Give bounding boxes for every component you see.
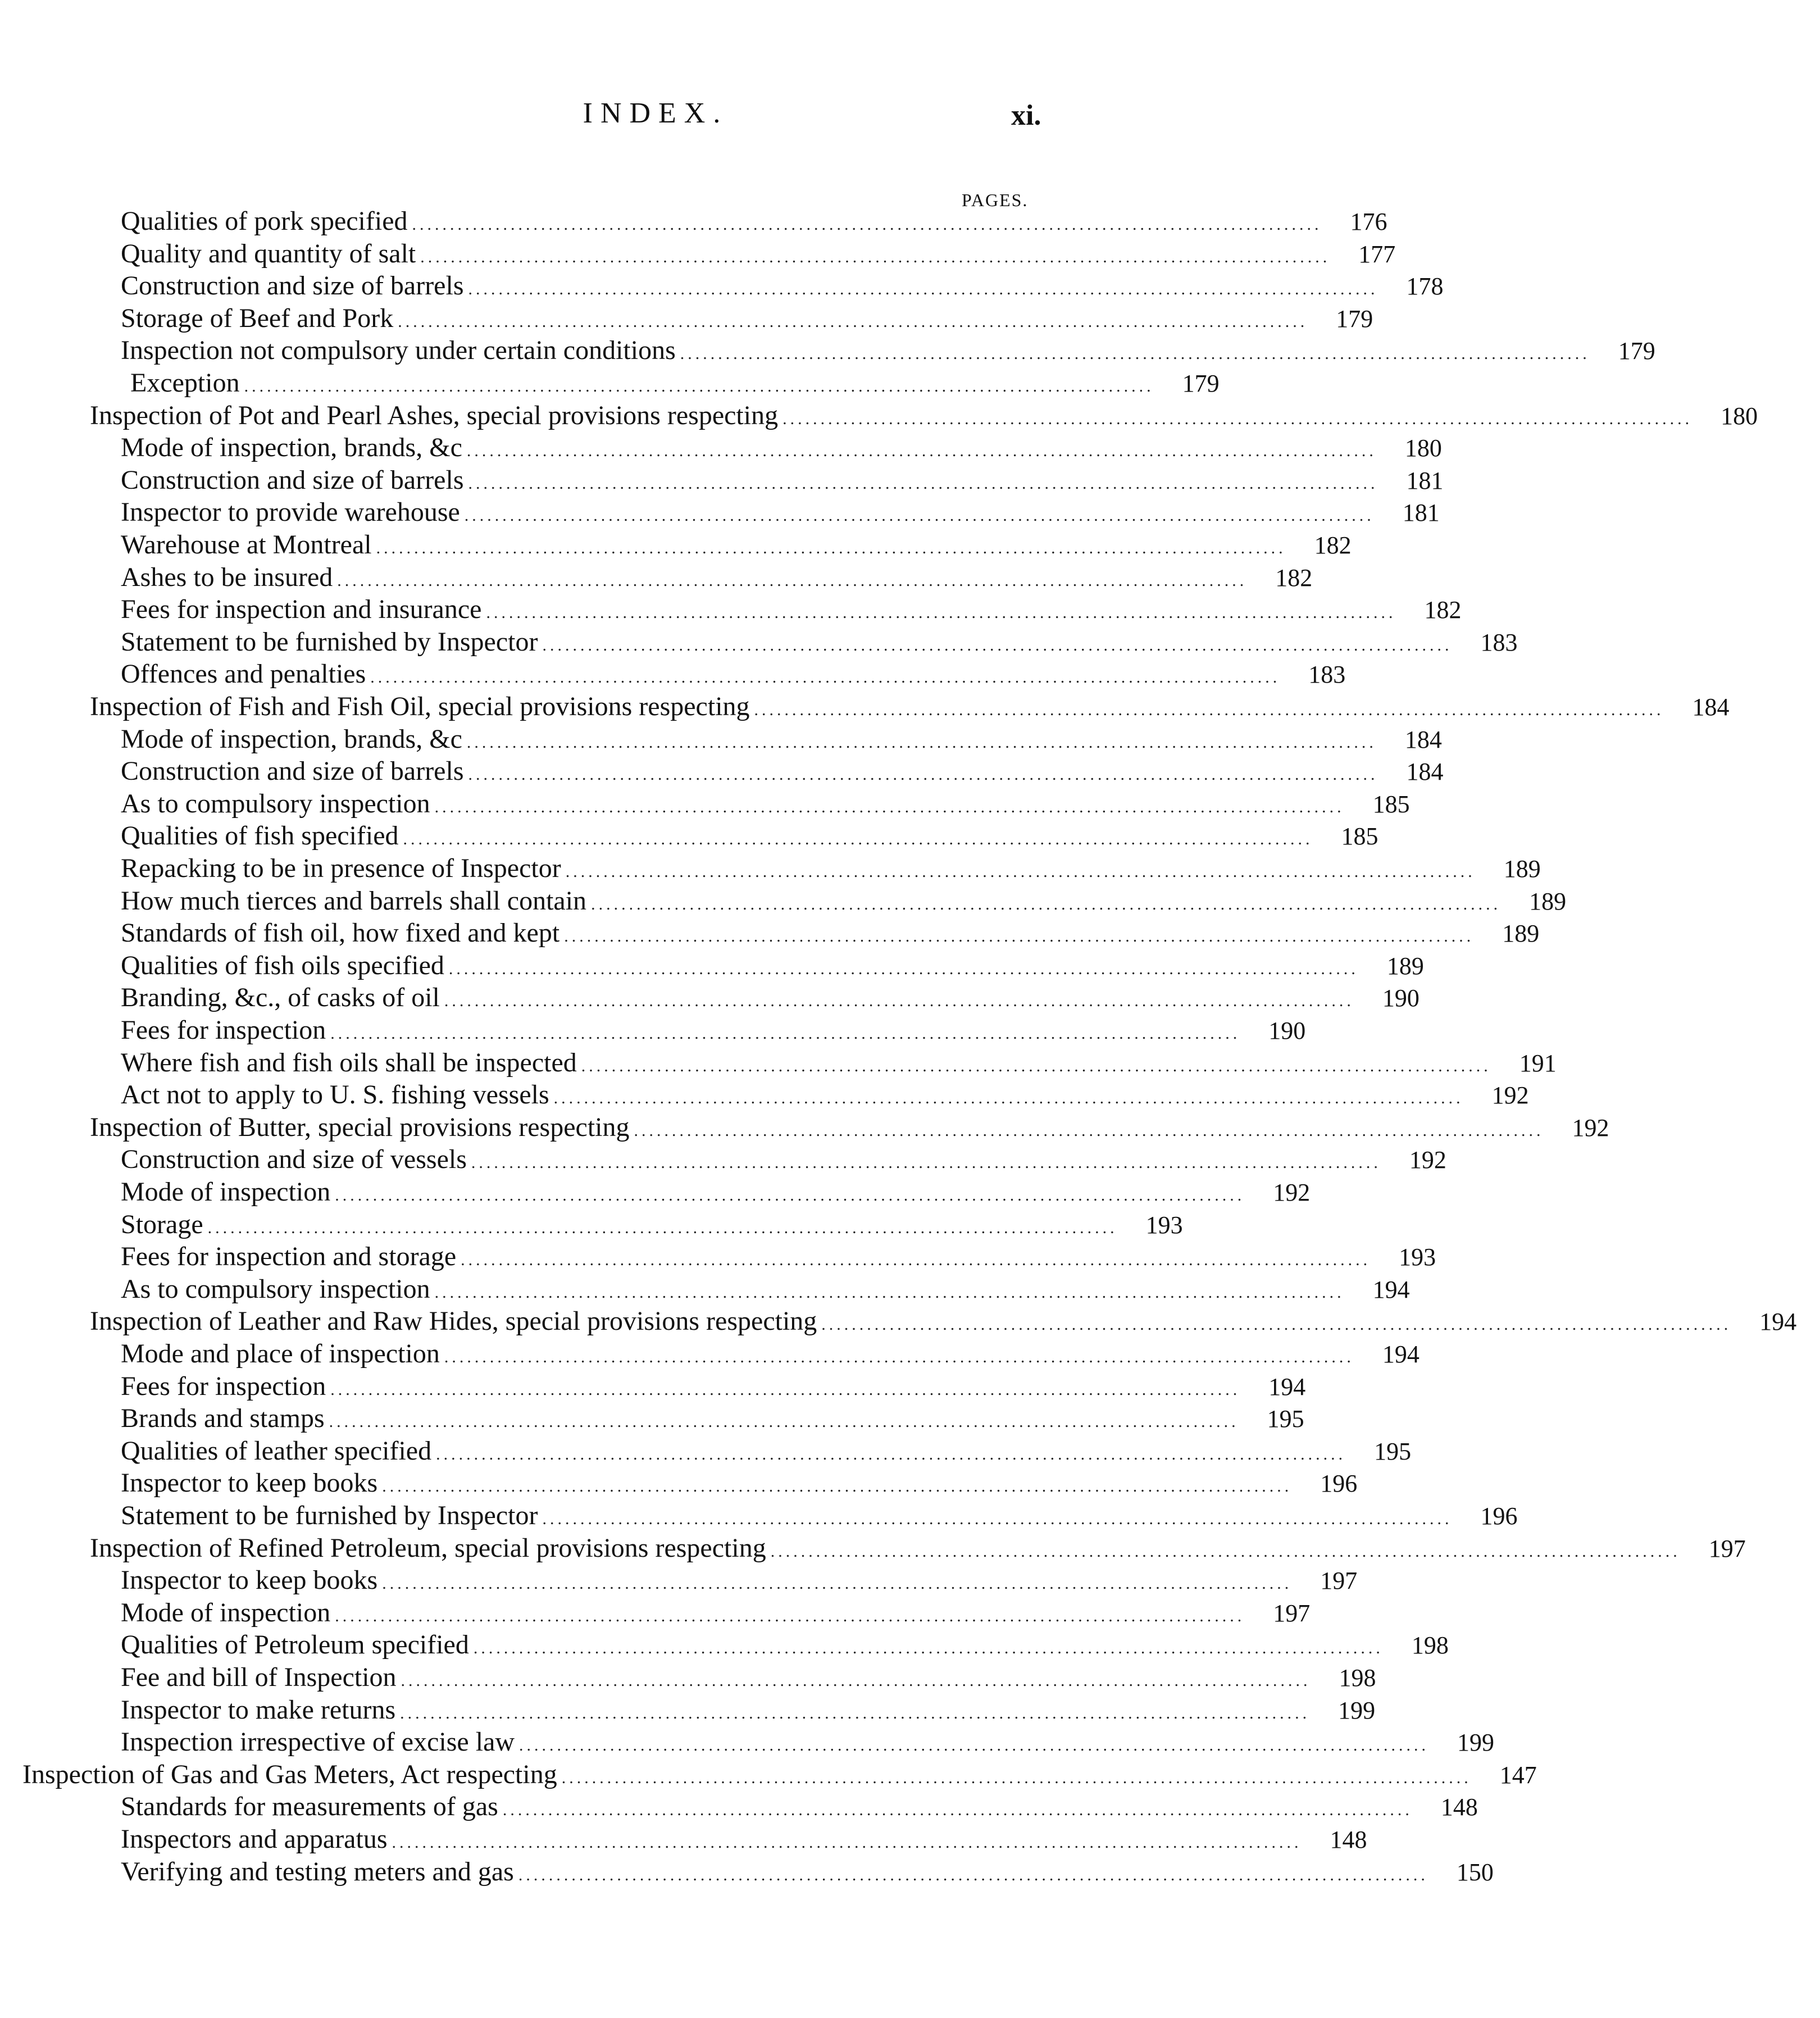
- index-sub-entry: [121, 981, 1419, 1013]
- dot-leader: ........................................................................................................................: [392, 1833, 1302, 1852]
- entry-text: Construction and size of vessels: [121, 1144, 467, 1174]
- entry-text: Act not to apply to U. S. fishing vessels: [121, 1080, 549, 1110]
- entry-page-number: 180: [1721, 402, 1758, 430]
- dot-leader: ........................................................................................................................: [591, 895, 1502, 913]
- index-sub-entry: [121, 1208, 1183, 1240]
- entry-text: Statement to be furnished by Inspector: [121, 1501, 538, 1530]
- entry-text: Fee and bill of Inspection: [121, 1662, 397, 1692]
- dot-leader: ........................................................................................................................: [486, 603, 1396, 622]
- entry-page-number: 199: [1338, 1697, 1376, 1724]
- entry-text: Inspection of Pot and Pearl Ashes, special provisions respecting: [90, 401, 779, 430]
- entry-page-number: 189: [1503, 855, 1541, 883]
- entry-text: As to compulsory inspection: [121, 1274, 430, 1304]
- entry-page-number: 198: [1339, 1664, 1376, 1692]
- entry-text: Fees for inspection and insurance: [121, 594, 482, 624]
- entry-page-number: 182: [1424, 596, 1462, 624]
- index-heading-entry: [90, 1111, 1609, 1143]
- page-number: xi.: [1011, 99, 1041, 131]
- pages-column-header: PAGES.: [962, 190, 1029, 210]
- entry-text: Repacking to be in presence of Inspector: [121, 853, 561, 883]
- dot-leader: ........................................................................................................................: [382, 1477, 1293, 1496]
- entry-text: Verifying and testing meters and gas: [121, 1857, 514, 1887]
- dot-leader: ........................................................................................................................: [382, 1574, 1293, 1593]
- entry-page-number: 180: [1404, 434, 1442, 462]
- index-sub-entry: [121, 334, 1655, 366]
- index-sub-entry: [121, 302, 1373, 334]
- entry-page-number: 195: [1374, 1438, 1412, 1465]
- entry-text: Inspection irrespective of excise law: [121, 1727, 515, 1757]
- entry-page-number: 190: [1382, 984, 1419, 1012]
- entry-page-number: 185: [1372, 790, 1410, 818]
- entry-text: Fees for inspection: [121, 1371, 326, 1401]
- dot-leader: ........................................................................................................................: [473, 1639, 1384, 1657]
- dot-leader: ........................................................................................................................: [782, 410, 1693, 428]
- index-sub-entry: [121, 1661, 1376, 1693]
- index-sub-entry: [121, 723, 1442, 755]
- dot-leader: ........................................................................................................................: [821, 1315, 1732, 1334]
- dot-leader: ........................................................................................................................: [420, 248, 1331, 266]
- entry-text: Qualities of pork specified: [121, 206, 408, 236]
- dot-leader: ........................................................................................................................: [335, 1607, 1245, 1625]
- entry-page-number: 179: [1336, 305, 1373, 333]
- dot-leader: ........................................................................................................................: [468, 280, 1378, 298]
- entry-page-number: 197: [1273, 1599, 1311, 1627]
- dot-leader: ........................................................................................................................: [207, 1219, 1118, 1237]
- index-sub-entry: [121, 1143, 1446, 1175]
- dot-leader: ........................................................................................................................: [542, 1510, 1453, 1528]
- entry-page-number: 194: [1759, 1308, 1797, 1335]
- index-sub-entry: [121, 1402, 1304, 1434]
- dot-leader: ........................................................................................................................: [565, 862, 1476, 881]
- index-sub-entry: [121, 1467, 1358, 1499]
- dot-leader: ........................................................................................................................: [466, 733, 1377, 752]
- entry-page-number: 191: [1519, 1049, 1557, 1077]
- index-heading-entry: [90, 690, 1730, 722]
- index-sub-entry: [121, 1597, 1311, 1629]
- entry-text: Brands and stamps: [121, 1403, 325, 1433]
- entry-page-number: 181: [1406, 467, 1444, 494]
- index-sub-entry: [121, 788, 1410, 820]
- dot-leader: ........................................................................................................................: [754, 701, 1664, 719]
- entry-text: Inspector to keep books: [121, 1565, 378, 1595]
- entry-text: Inspector to keep books: [121, 1468, 378, 1498]
- entry-page-number: 193: [1399, 1243, 1436, 1271]
- entry-page-number: 184: [1692, 693, 1730, 721]
- index-sub-entry: [121, 1014, 1306, 1046]
- index-heading-entry: [90, 1532, 1746, 1564]
- entry-page-number: 150: [1456, 1858, 1494, 1886]
- entry-page-number: 197: [1320, 1567, 1358, 1594]
- index-sub-entry: [121, 205, 1387, 237]
- entry-page-number: 189: [1502, 920, 1540, 947]
- entry-text: Construction and size of barrels: [121, 465, 464, 495]
- entry-page-number: 194: [1268, 1373, 1306, 1401]
- dot-leader: ........................................................................................................................: [634, 1121, 1544, 1140]
- entry-page-number: 181: [1402, 499, 1440, 526]
- entry-text: Offences and penalties: [121, 659, 366, 689]
- index-sub-entry: [121, 1176, 1311, 1208]
- dot-leader: ........................................................................................................................: [581, 1057, 1491, 1075]
- entry-text: Inspection of Gas and Gas Meters, Act respecting: [22, 1760, 557, 1789]
- index-sub-entry: [121, 270, 1444, 302]
- entry-text: Fees for inspection and storage: [121, 1242, 457, 1271]
- entry-text: Qualities of leather specified: [121, 1436, 432, 1466]
- index-sub-entry: [121, 1370, 1306, 1402]
- dot-leader: ........................................................................................................................: [466, 442, 1377, 460]
- entry-page-number: 189: [1386, 952, 1424, 980]
- entry-text: Mode of inspection: [121, 1598, 331, 1628]
- index-heading-entry: [22, 1758, 1537, 1790]
- entry-page-number: 197: [1708, 1535, 1746, 1562]
- entry-text: Inspection of Butter, special provisions respecting: [90, 1112, 630, 1142]
- index-heading-entry: [90, 399, 1758, 431]
- index-sub-entry: [121, 885, 1567, 917]
- entry-text: Standards for measurements of gas: [121, 1792, 498, 1821]
- entry-page-number: 182: [1275, 564, 1313, 592]
- entry-page-number: 182: [1314, 531, 1352, 559]
- entry-page-number: 184: [1406, 758, 1444, 785]
- dot-leader: ........................................................................................................................: [436, 1445, 1346, 1463]
- entry-page-number: 192: [1491, 1081, 1529, 1109]
- dot-leader: ........................................................................................................................: [337, 571, 1248, 590]
- index-sub-entry: [121, 755, 1444, 787]
- entry-page-number: 176: [1350, 208, 1387, 235]
- entry-page-number: 196: [1480, 1502, 1518, 1530]
- index-sub-entry: [121, 820, 1378, 852]
- index-sub-entry: [121, 431, 1442, 463]
- page-title: INDEX.: [583, 97, 729, 129]
- entry-page-number: 192: [1273, 1179, 1311, 1206]
- dot-leader: ........................................................................................................................: [244, 377, 1154, 396]
- entry-text: As to compulsory inspection: [121, 789, 430, 819]
- dot-leader: ........................................................................................................................: [444, 992, 1354, 1010]
- entry-text: Mode of inspection, brands, &c: [121, 433, 462, 462]
- dot-leader: ........................................................................................................................: [444, 1348, 1354, 1366]
- entry-page-number: 148: [1330, 1826, 1367, 1853]
- dot-leader: ........................................................................................................................: [519, 1736, 1430, 1755]
- entry-page-number: 199: [1457, 1729, 1495, 1756]
- entry-text: Statement to be furnished by Inspector: [121, 627, 538, 657]
- entry-page-number: 192: [1572, 1114, 1609, 1142]
- entry-text: Branding, &c., of casks of oil: [121, 983, 440, 1012]
- index-sub-entry: [121, 1047, 1557, 1079]
- entry-text: Storage: [121, 1210, 203, 1239]
- entry-text: Inspector to make returns: [121, 1695, 396, 1725]
- index-sub-entry: [121, 238, 1396, 270]
- index-sub-entry: [121, 1564, 1358, 1596]
- entry-page-number: 177: [1358, 240, 1396, 268]
- dot-leader: ........................................................................................................................: [329, 1412, 1239, 1431]
- entry-text: Qualities of Petroleum specified: [121, 1630, 469, 1660]
- entry-text: Construction and size of barrels: [121, 756, 464, 786]
- dot-leader: ........................................................................................................................: [376, 539, 1286, 557]
- entry-page-number: 196: [1320, 1470, 1358, 1497]
- dot-leader: ........................................................................................................................: [553, 1089, 1464, 1107]
- entry-text: Warehouse at Montreal: [121, 530, 372, 560]
- entry-text: Inspection of Leather and Raw Hides, special provisions respecting: [90, 1306, 817, 1336]
- index-sub-entry: [121, 593, 1462, 625]
- dot-leader: ........................................................................................................................: [403, 830, 1313, 848]
- entry-page-number: 194: [1382, 1340, 1419, 1368]
- index-sub-entry: [121, 658, 1346, 690]
- dot-leader: ........................................................................................................................: [400, 1704, 1311, 1722]
- index-sub-entry: [121, 464, 1444, 496]
- index-sub-entry: [121, 1338, 1419, 1370]
- entry-text: Inspection of Refined Petroleum, special provisions respecting: [90, 1533, 766, 1563]
- entry-page-number: 178: [1406, 272, 1444, 300]
- index-sub-entry: [121, 1856, 1494, 1888]
- entry-text: Inspection of Fish and Fish Oil, special provisions respecting: [90, 692, 750, 721]
- dot-leader: ........................................................................................................................: [330, 1024, 1241, 1043]
- entry-page-number: 148: [1440, 1793, 1478, 1821]
- dot-leader: ........................................................................................................................: [518, 1866, 1428, 1884]
- index-sub-entry: [121, 626, 1518, 658]
- entry-text: Qualities of fish oils specified: [121, 951, 444, 980]
- dot-leader: ........................................................................................................................: [434, 798, 1345, 816]
- dot-leader: ........................................................................................................................: [412, 215, 1322, 234]
- entry-page-number: 183: [1480, 629, 1518, 656]
- dot-leader: ........................................................................................................................: [464, 506, 1375, 525]
- index-sub-entry: [121, 529, 1352, 561]
- entry-text: Mode and place of inspection: [121, 1339, 440, 1369]
- entry-page-number: 183: [1308, 661, 1346, 688]
- dot-leader: ........................................................................................................................: [434, 1283, 1345, 1302]
- entry-page-number: 147: [1499, 1761, 1537, 1789]
- index-sub-entry: [121, 561, 1313, 593]
- index-sub-entry: [130, 367, 1220, 399]
- entry-text: Inspector to provide warehouse: [121, 497, 460, 527]
- dot-leader: ........................................................................................................................: [471, 1153, 1381, 1172]
- entry-page-number: 198: [1411, 1631, 1449, 1659]
- dot-leader: ........................................................................................................................: [564, 927, 1475, 946]
- index-sub-entry: [121, 1726, 1495, 1758]
- entry-text: Inspectors and apparatus: [121, 1824, 388, 1854]
- entry-page-number: 184: [1404, 726, 1442, 753]
- index-sub-entry: [121, 1499, 1518, 1531]
- index-sub-entry: [121, 1240, 1436, 1272]
- entry-page-number: 185: [1341, 822, 1378, 850]
- index-sub-entry: [121, 1823, 1367, 1855]
- dot-leader: ........................................................................................................................: [461, 1251, 1371, 1269]
- entry-page-number: 190: [1268, 1017, 1306, 1044]
- entry-text: Qualities of fish specified: [121, 821, 399, 851]
- entry-page-number: 195: [1267, 1405, 1304, 1433]
- index-sub-entry: [121, 1079, 1529, 1111]
- dot-leader: ........................................................................................................................: [330, 1380, 1241, 1399]
- entry-page-number: 179: [1182, 370, 1220, 397]
- dot-leader: ........................................................................................................................: [468, 474, 1378, 493]
- entry-page-number: 179: [1618, 337, 1655, 365]
- dot-leader: ........................................................................................................................: [448, 960, 1359, 978]
- entry-text: Storage of Beef and Pork: [121, 303, 394, 333]
- dot-leader: ........................................................................................................................: [335, 1186, 1245, 1205]
- entry-page-number: 192: [1409, 1146, 1446, 1174]
- index-sub-entry: [121, 1273, 1410, 1305]
- index-heading-entry: [90, 1305, 1797, 1337]
- entry-text: Where fish and fish oils shall be inspected: [121, 1048, 577, 1078]
- entry-text: Mode of inspection, brands, &c: [121, 724, 462, 754]
- entry-text: Construction and size of barrels: [121, 271, 464, 301]
- index-sub-entry: [121, 1629, 1449, 1661]
- dot-leader: ........................................................................................................................: [468, 765, 1378, 784]
- dot-leader: ........................................................................................................................: [502, 1801, 1413, 1819]
- entry-text: Ashes to be insured: [121, 562, 333, 592]
- dot-leader: ........................................................................................................................: [401, 1671, 1311, 1690]
- entry-text: Quality and quantity of salt: [121, 239, 416, 269]
- index-sub-entry: [121, 949, 1424, 981]
- entry-text: Inspection not compulsory under certain conditions: [121, 335, 676, 365]
- dot-leader: ........................................................................................................................: [680, 344, 1590, 363]
- index-sub-entry: [121, 1790, 1478, 1822]
- entry-page-number: 194: [1372, 1276, 1410, 1303]
- entry-text: How much tierces and barrels shall contain: [121, 886, 587, 916]
- dot-leader: ........................................................................................................................: [561, 1769, 1472, 1787]
- entry-page-number: 193: [1145, 1211, 1183, 1239]
- dot-leader: ........................................................................................................................: [398, 312, 1308, 331]
- entry-text: Exception: [130, 368, 240, 398]
- index-sub-entry: [121, 1694, 1376, 1726]
- entry-text: Fees for inspection: [121, 1015, 326, 1045]
- index-sub-entry: [121, 496, 1440, 528]
- dot-leader: ........................................................................................................................: [370, 668, 1281, 687]
- dot-leader: ........................................................................................................................: [770, 1542, 1681, 1561]
- index-sub-entry: [121, 1435, 1412, 1467]
- entry-text: Mode of inspection: [121, 1177, 331, 1207]
- dot-leader: ........................................................................................................................: [542, 636, 1453, 655]
- entry-text: Standards of fish oil, how fixed and kept: [121, 918, 560, 948]
- index-sub-entry: [121, 917, 1540, 949]
- entry-page-number: 189: [1529, 888, 1567, 915]
- index-sub-entry: [121, 852, 1541, 884]
